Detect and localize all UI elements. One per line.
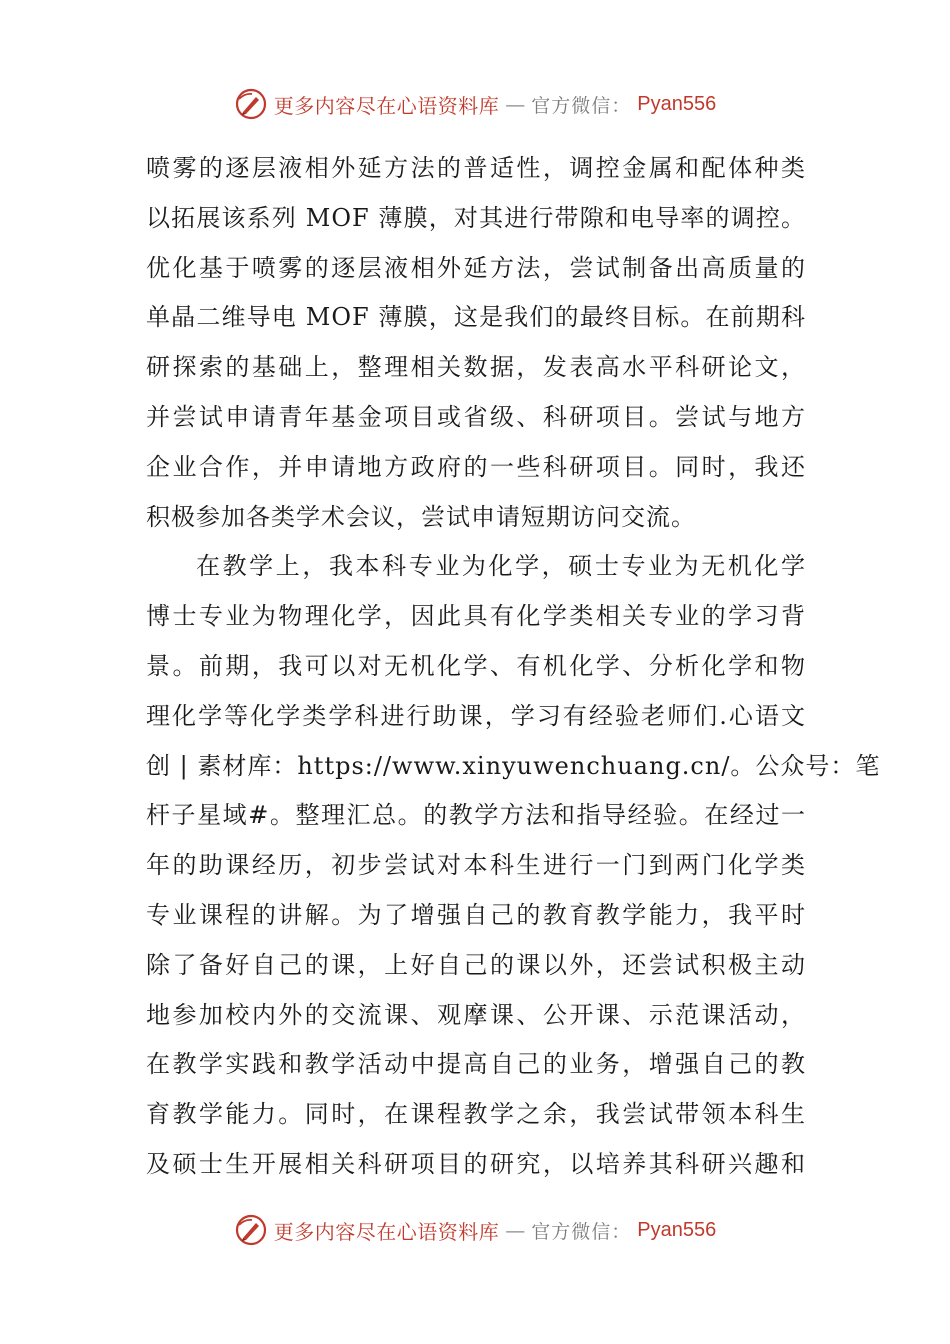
text-line: 优化基于喷雾的逐层液相外延方法，尝试制备出高质量的: [146, 253, 806, 282]
banner-dash: —: [505, 92, 526, 116]
text-line: 喷雾的逐层液相外延方法的普适性，调控金属和配体种类: [146, 154, 806, 182]
text-line: 单晶二维导电 MOF 薄膜，这是我们的最终目标。在前期科: [146, 303, 806, 332]
footer-watermark-banner: [0, 1208, 950, 1252]
document-body: [146, 144, 881, 1190]
text-line: 年的助课经历，初步尝试对本科生进行一门到两门化学类: [146, 851, 806, 880]
banner-slogan: 更多内容尽在心语资料库: [273, 1219, 500, 1244]
banner-wechat-label: 官方微信：: [531, 94, 632, 117]
text-line: 理化学等化学类学科进行助课，学习有经验老师们.心语文: [146, 701, 806, 730]
text-line: 研探索的基础上，整理相关数据，发表高水平科研论文，: [146, 353, 806, 382]
banner-wechat-id: Pyan556: [637, 92, 717, 115]
text-line: 杆子星域#。整理汇总。的教学方法和指导经验。在经过一: [146, 801, 806, 830]
text-line: 博士专业为物理化学，因此具有化学类相关专业的学习背: [146, 602, 806, 631]
text-line: 积极参加各类学术会议，尝试申请短期访问交流。: [146, 502, 696, 531]
text-line: 创 | 素材库：https://www.xinyuwenchuang.cn/。公众号：笔: [146, 751, 881, 780]
banner-dash: —: [505, 1218, 526, 1242]
text-line: 以拓展该系列 MOF 薄膜，对其进行带隙和电导率的调控。: [146, 203, 806, 232]
text-line: 企业合作，并申请地方政府的一些科研项目。同时，我还: [146, 452, 806, 481]
banner-slogan: 更多内容尽在心语资料库: [273, 93, 500, 118]
text-line: 地参加校内外的交流课、观摩课、公开课、示范课活动，: [146, 1000, 806, 1029]
text-line: 除了备好自己的课，上好自己的课以外，还尝试积极主动: [146, 950, 806, 979]
header-watermark-banner: [0, 82, 950, 126]
text-line: 育教学能力。同时，在课程教学之余，我尝试带领本科生: [146, 1100, 806, 1129]
pen-logo-icon: [234, 87, 268, 121]
text-line: 并尝试申请青年基金项目或省级、科研项目。尝试与地方: [146, 402, 806, 431]
text-line: 专业课程的讲解。为了增强自己的教育教学能力，我平时: [146, 900, 806, 929]
text-line: 及硕士生开展相关科研项目的研究，以培养其科研兴趣和: [146, 1149, 806, 1178]
text-line-paragraph-start: 在教学上，我本科专业为化学，硕士专业为无机化学: [196, 552, 806, 581]
text-line: 景。前期，我可以对无机化学、有机化学、分析化学和物: [146, 651, 806, 680]
banner-wechat-label: 官方微信：: [531, 1220, 632, 1243]
banner-wechat-id: Pyan556: [637, 1218, 717, 1241]
pen-logo-icon: [234, 1213, 268, 1247]
text-line: 在教学实践和教学活动中提高自己的业务，增强自己的教: [146, 1050, 806, 1079]
